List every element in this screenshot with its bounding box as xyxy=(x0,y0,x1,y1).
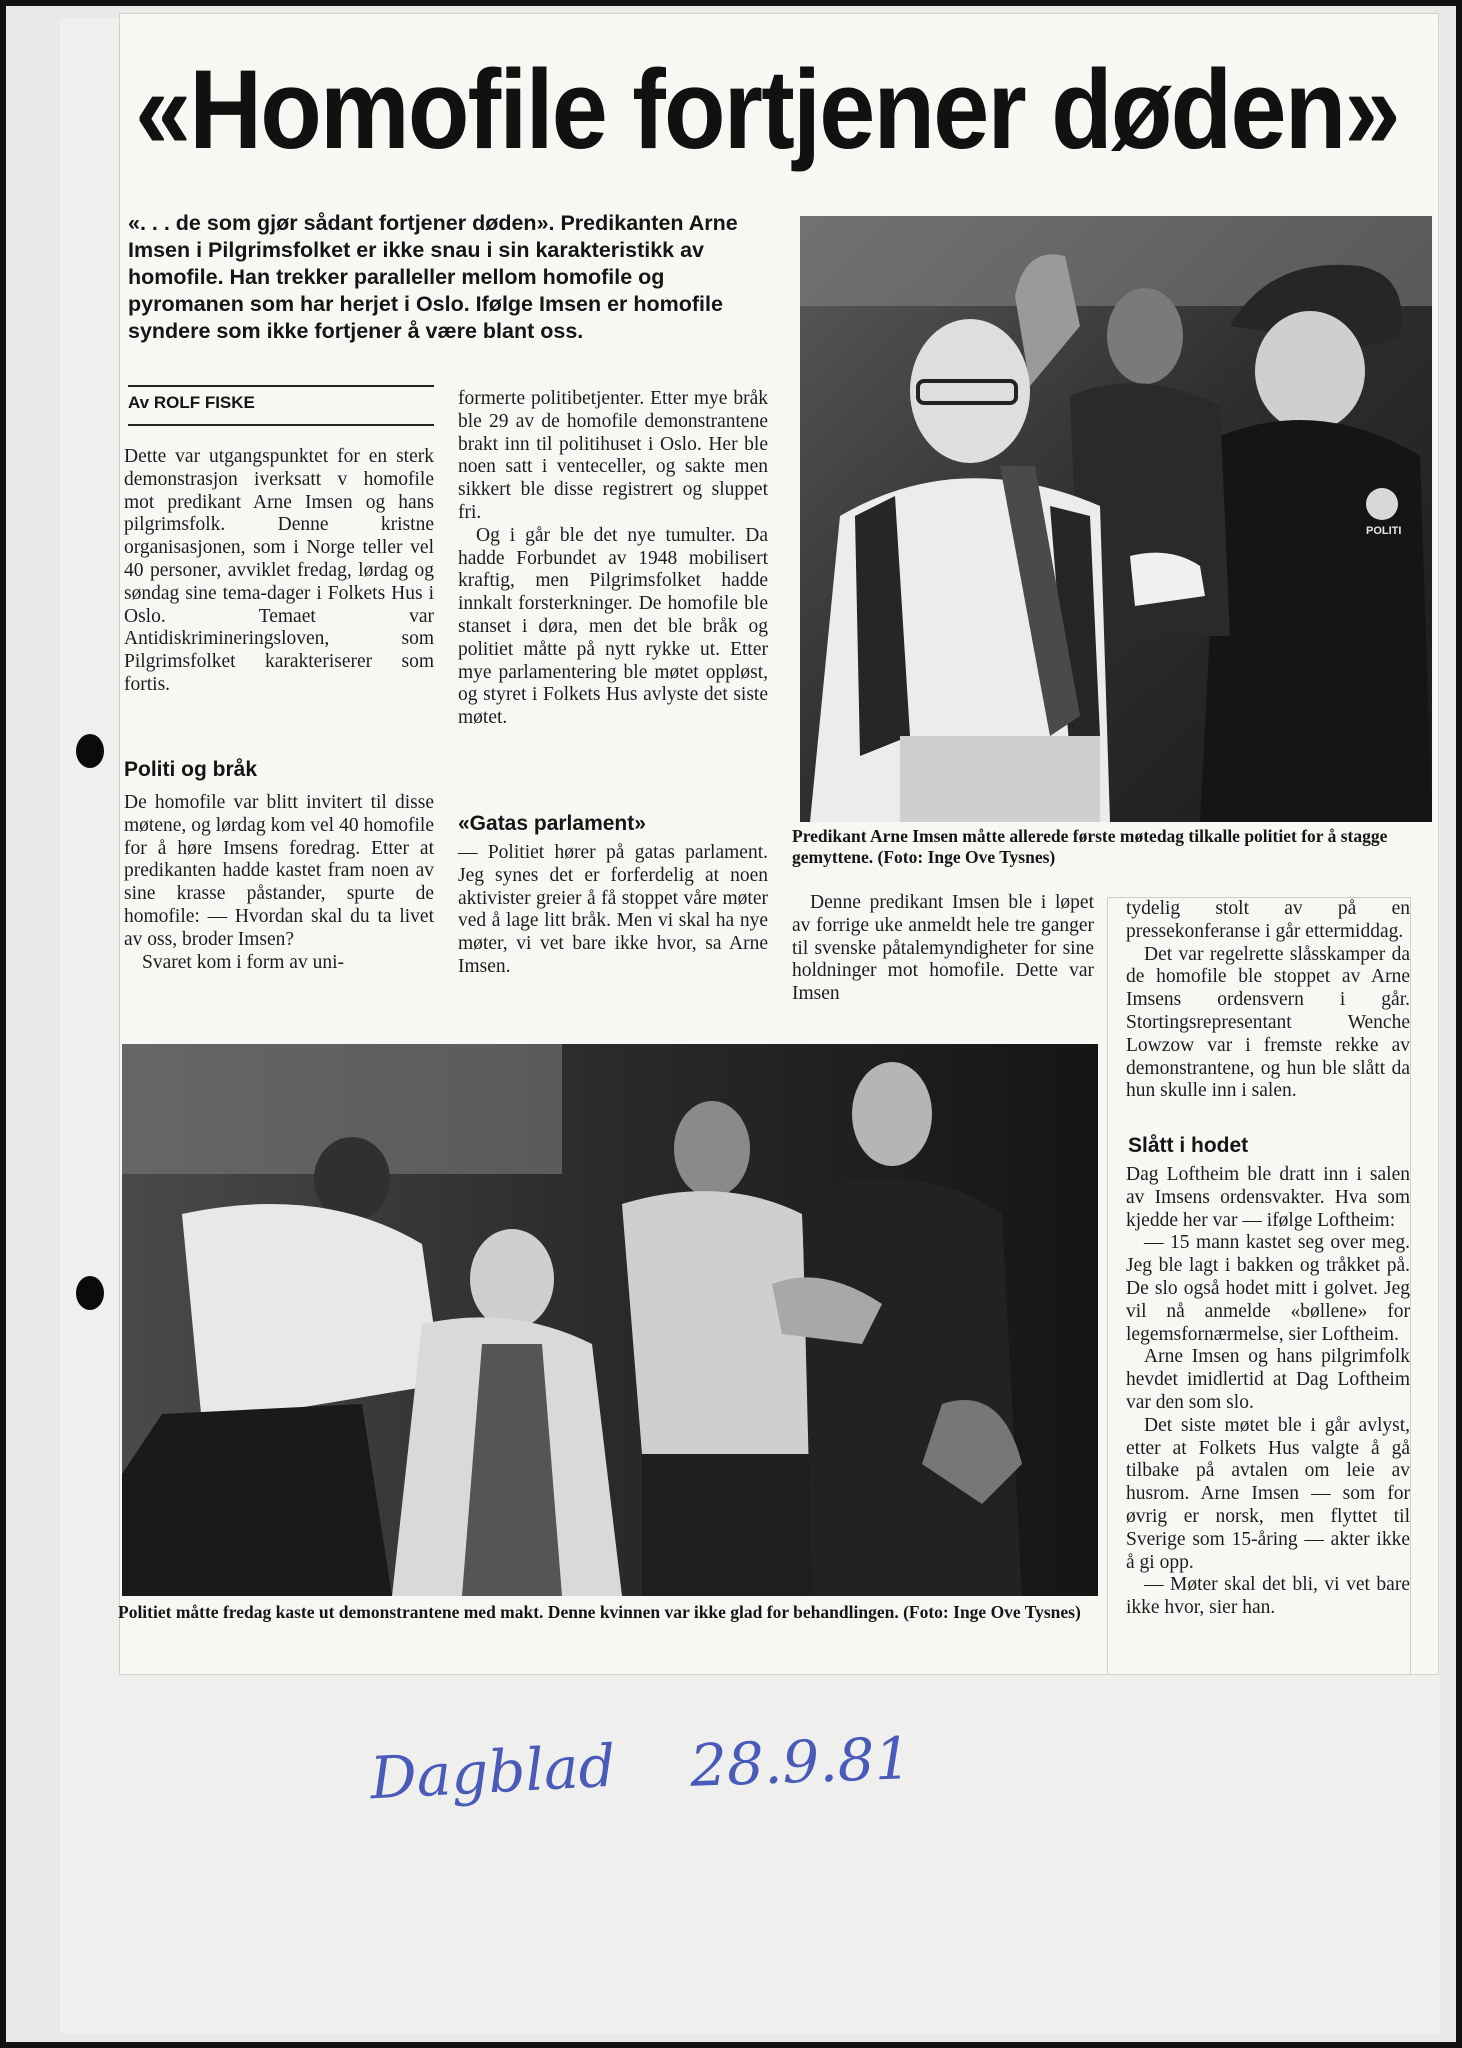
police-badge-text: POLITI xyxy=(1366,525,1402,537)
column-1 xyxy=(124,446,434,697)
subhead-slatt-i-hodet: Slått i hodet xyxy=(1128,1134,1249,1157)
paragraph: — 15 mann kastet seg over meg. Jeg ble lagt i bakken og tråkket på. De slo også hodet mitt i golvet. Jeg vil nå anmelde «bøllene» for legemsfornærmelse, sier Loftheim. xyxy=(1126,1232,1410,1345)
headline: «Homofile fortjener døden» xyxy=(135,47,1399,172)
subhead-politi-og-brak: Politi og bråk xyxy=(124,758,258,781)
column-3 xyxy=(792,892,1094,1006)
column-4-cont xyxy=(1126,1164,1410,1620)
paragraph: Det siste møtet ble i går avlyst, etter at Folkets Hus valgte å gå tilbake på avtalen om leie av husrom. Arne Imsen — som for øvrig er norsk, men flyttet til Sverige som 15-åring — akter ikke å gi opp. xyxy=(1126,1414,1410,1573)
paragraph: Og i går ble det nye tumulter. Da hadde Forbundet av 1948 mobilisert kraftig, men Pilgrimsfolket hadde innkalt forsterkninger. De homofile ble stanset i døra, men det ble bråk og politiet måtte på nytt rykke ut. Etter mye parlamentering ble møtet oppløst, og styret i Folkets Hus avlyste det siste møtet. xyxy=(458,524,768,729)
paragraph: Dette var utgangspunktet for en sterk demonstrasjon iverksatt v homofile mot predikant Arne Imsen og hans pilgrimsfolk. Denne kristne organisasjonen, som i Norge teller vel 40 personer, avviklet fredag, lørdag og søndag sine tema-dager i Folkets Hus i Oslo. Temaet var Antidiskrimineringsloven, som Pilgrimsfolket karakteriserer som fortis. xyxy=(124,446,434,695)
byline-rule-bottom xyxy=(128,424,434,426)
paragraph: — Politiet hører på gatas parlament. Jeg synes det er forferdelig at noen aktivister greier å få stoppet våre møter ved å lage litt bråk. Men vi skal ha nye møter, vi vet bare ikke hvor, sa Arne Imsen. xyxy=(458,842,768,977)
subhead-gatas-parlament: «Gatas parlament» xyxy=(458,812,646,835)
paragraph: De homofile var blitt invitert til disse møtene, og lørdag kom vel 40 homofile for å høre Imsens foredrag. Etter at predikanten hadde kastet fram noen av sine krasse påstander, spurte de homofile: — Hvordan skal du ta livet av oss, broder Imsen? xyxy=(124,792,434,950)
paragraph: Denne predikant Imsen ble i løpet av forrige uke anmeldt hele tre ganger til svenske påtalemyndigheter for sine holdninger mot homofile. Dette var Imsen xyxy=(792,892,1094,1005)
column-2 xyxy=(458,388,768,730)
byline: Av ROLF FISKE xyxy=(128,393,255,412)
lead-paragraph: «. . . de som gjør sådant fortjener døden». Predikanten Arne Imsen i Pilgrimsfolket er ikke snau i sin karakteristikk av homofile. Han trekker paralleller mellom homofile og pyromanen som har herjet i Oslo. Ifølge Imsen er homofile syndere som ikke fortjener å være blant oss. xyxy=(128,211,738,343)
photo-demonstrators-removed xyxy=(122,1044,1098,1596)
paragraph: Dag Loftheim ble dratt inn i salen av Imsens ordensvakter. Hva som kjedde her var — ifølge Loftheim: xyxy=(1126,1164,1410,1231)
handwritten-date: 28.9.81 xyxy=(688,1724,913,1800)
byline-rule-top xyxy=(128,385,434,387)
photo-1-caption: Predikant Arne Imsen måtte allerede første møtedag tilkalle politiet for å stagge gemyttene. (Foto: Inge Ove Tysnes) xyxy=(792,826,1388,867)
handwritten-source: Dagblad xyxy=(368,1731,618,1813)
paragraph: formerte politibetjenter. Etter mye bråk ble 29 av de homofile demonstrantene brakt inn til politihuset i Oslo. Her ble noen satt i venteceller, og sakte men sikkert ble disse registrert og sluppet fri. xyxy=(458,388,768,523)
paragraph: — Møter skal det bli, vi vet bare ikke hvor, sier han. xyxy=(1126,1574,1410,1619)
paragraph: tydelig stolt av på en pressekonferanse i går ettermiddag. xyxy=(1126,898,1410,942)
paragraph: Svaret kom i form av uni- xyxy=(142,951,344,973)
column-1-cont xyxy=(124,792,434,974)
paragraph: Det var regelrette slåsskamper da de homofile ble stoppet av Arne Imsens ordensvern i går. Stortingsrepresentant Wenche Lowzow var i fremste rekke av demonstrantene, og hun ble slått da hun skulle inn i salen. xyxy=(1126,943,1410,1102)
punch-hole-top xyxy=(76,734,104,768)
column-4 xyxy=(1126,898,1410,1103)
column-2-cont xyxy=(458,842,768,979)
photo-imsen-police xyxy=(800,216,1432,822)
paragraph: Arne Imsen og hans pilgrimfolk hevdet imidlertid at Dag Loftheim var den som slo. xyxy=(1126,1346,1410,1413)
photo-2-caption: Politiet måtte fredag kaste ut demonstrantene med makt. Denne kvinnen var ikke glad for behandlingen. (Foto: Inge Ove Tysnes) xyxy=(118,1602,1081,1622)
punch-hole-bottom xyxy=(76,1276,104,1310)
